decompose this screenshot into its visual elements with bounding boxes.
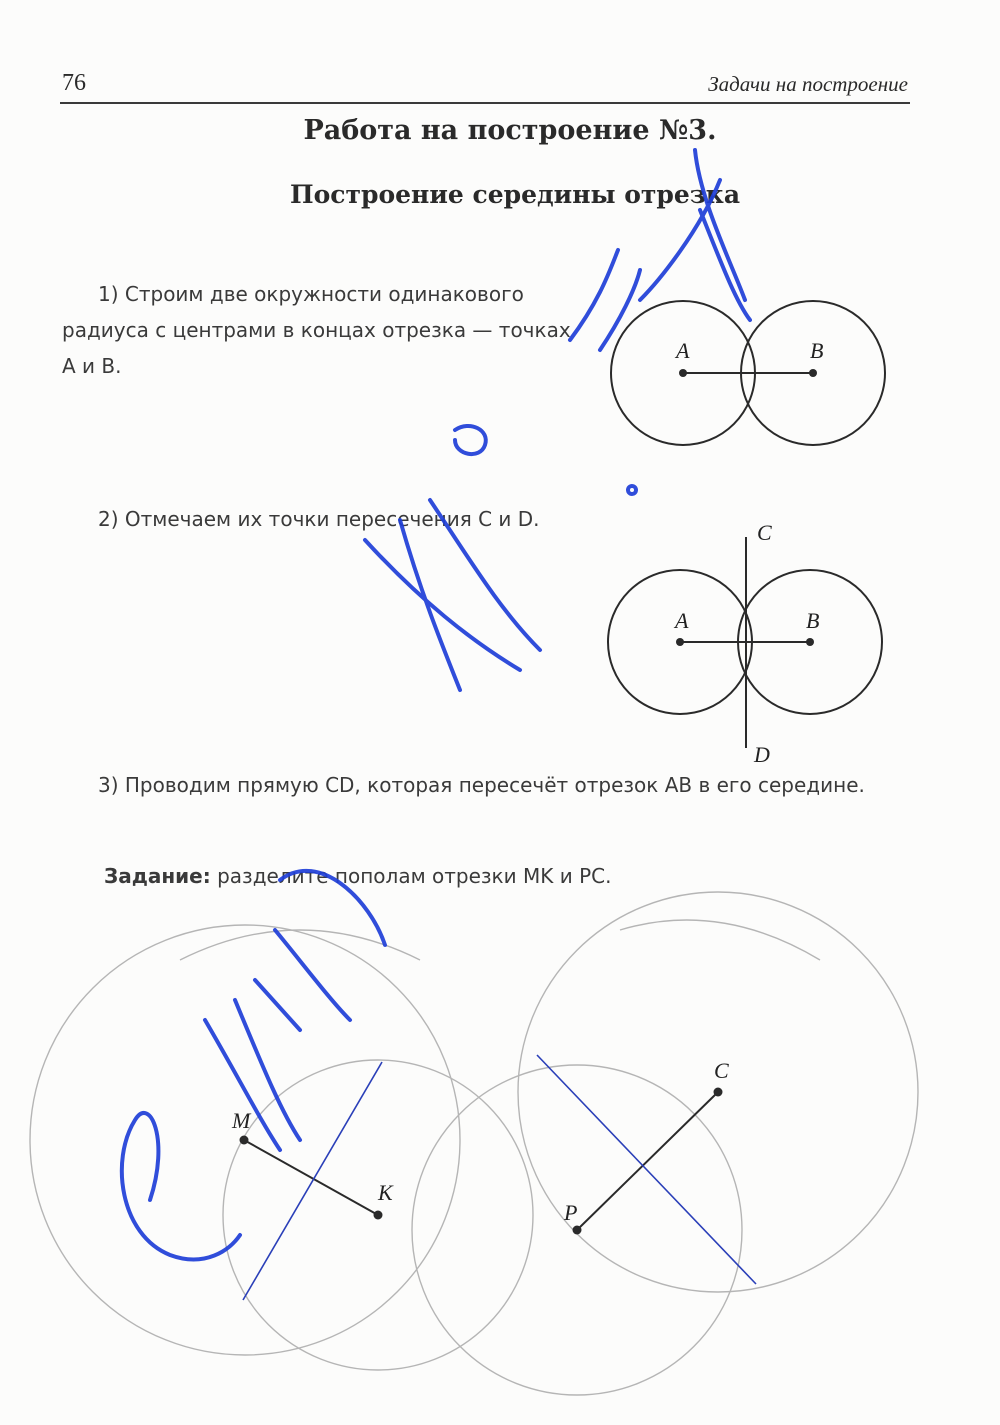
figure-2 [608, 537, 882, 748]
point-a-2 [676, 638, 684, 646]
point-b [809, 369, 817, 377]
bisector-mk [243, 1062, 382, 1300]
point-m [240, 1136, 249, 1145]
section-title: Построение середины отрезка [289, 180, 741, 209]
label-d-2: D [754, 742, 770, 767]
label-k: K [378, 1180, 393, 1205]
point-p [573, 1226, 582, 1235]
pencil-arc-2 [620, 920, 820, 960]
handwritten-watermark [122, 150, 750, 1259]
step-2-text: 2) Отмечаем их точки пересечения C и D. [98, 507, 540, 531]
segment-pc [577, 1092, 718, 1230]
running-title: Задачи на построение [708, 72, 908, 96]
step-1-text: 1) Строим две окружности одинакового радиуса с центрами в концах отрезка — точках A и B. [62, 282, 571, 378]
point-b-2 [806, 638, 814, 646]
label-p: P [564, 1200, 578, 1225]
point-a [679, 369, 687, 377]
label-b-1: B [810, 338, 824, 363]
task-label: Задание: [104, 864, 211, 888]
label-a-2: A [675, 608, 689, 633]
bisectors [243, 1055, 756, 1300]
point-k [374, 1211, 383, 1220]
point-c [714, 1088, 723, 1097]
step-3-text: 3) Проводим прямую CD, которая пересечёт отрезок AB в его середине. [98, 773, 865, 797]
label-m: M [232, 1108, 251, 1133]
segments [244, 1092, 718, 1230]
bisector-pc [537, 1055, 756, 1284]
label-a-1: A [676, 338, 690, 363]
figure-1 [611, 301, 885, 445]
pencil-circles [30, 892, 918, 1395]
label-b-2: B [806, 608, 820, 633]
segment-mk [244, 1140, 378, 1215]
label-c-3: C [714, 1058, 729, 1083]
work-title: Работа на построение №3. [303, 115, 717, 146]
page-number: 76 [62, 70, 86, 96]
task-body: разделите пополам отрезки MK и PC. [217, 864, 612, 888]
label-c-2: C [757, 520, 772, 545]
